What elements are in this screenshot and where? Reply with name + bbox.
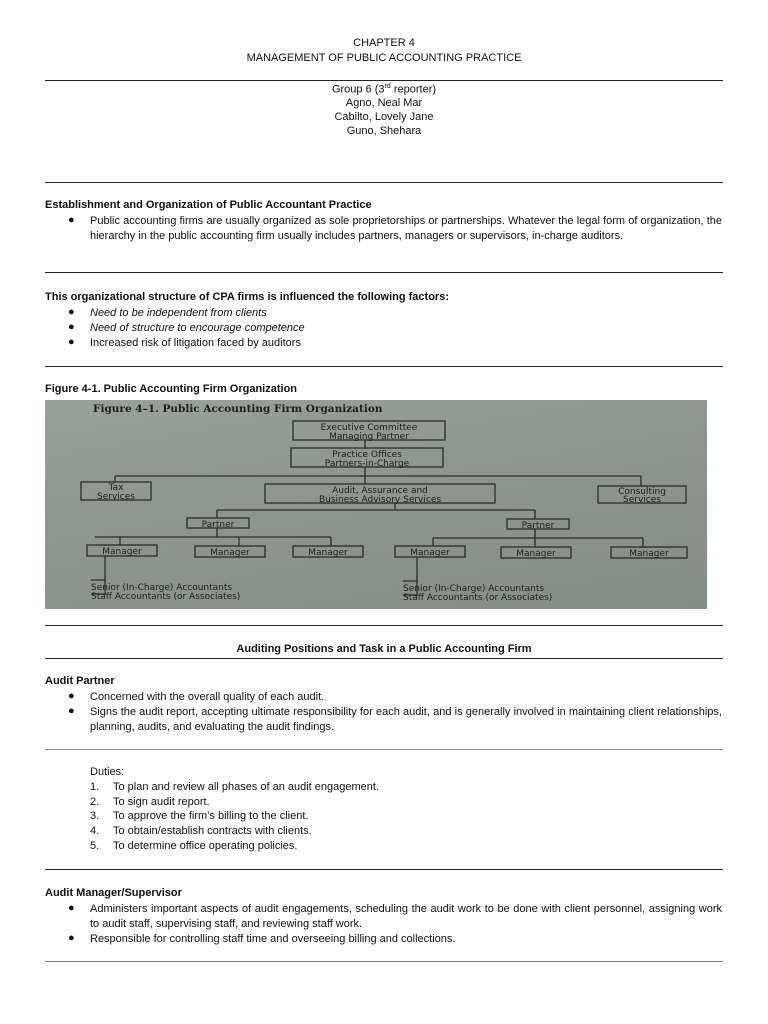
box-manager: Manager <box>308 548 348 558</box>
bullet-text: Concerned with the overall quality of each audit. <box>90 691 325 703</box>
divider <box>45 869 723 870</box>
box-audit-line1: Audit, Assurance and <box>332 486 428 496</box>
member-name: Agno, Neal Mar <box>345 97 423 109</box>
bullet-dot: ● <box>68 932 75 944</box>
box-exec-line1: Executive Committee <box>320 423 418 433</box>
box-manager: Manager <box>210 548 250 558</box>
duties-label: Duties: <box>90 766 125 778</box>
duty-item: To approve the firm’s billing to the client. <box>113 810 309 822</box>
box-exec-line2: Managing Partner <box>329 432 409 442</box>
divider <box>45 366 723 367</box>
duty-item: To determine office operating policies. <box>113 840 298 852</box>
label-senior: Senior (In-Charge) Accountants <box>91 583 233 593</box>
bullet-dot: ● <box>68 690 75 702</box>
duty-item: To obtain/establish contracts with clients. <box>113 825 312 837</box>
box-consulting-line2: Services <box>623 495 661 505</box>
box-manager: Manager <box>102 547 142 557</box>
figure-caption: Figure 4-1. Public Accounting Firm Organization <box>45 383 298 395</box>
box-tax-line1: Tax <box>108 483 124 493</box>
box-practice-line1: Practice Offices <box>332 450 402 460</box>
bullet-text: Responsible for controlling staff time and overseeing billing and collections. <box>90 933 456 945</box>
list-number: 5. <box>90 840 100 852</box>
box-consulting-line1: Consulting <box>618 487 666 497</box>
list-number: 1. <box>90 781 100 793</box>
bullet-dot: ● <box>68 902 75 914</box>
bullet-dot: ● <box>68 336 75 348</box>
divider <box>45 961 723 962</box>
section-heading-audit-partner: Audit Partner <box>45 675 115 687</box>
list-number: 3. <box>90 810 100 822</box>
duty-item: To sign audit report. <box>113 796 210 808</box>
chapter-title: MANAGEMENT OF PUBLIC ACCOUNTING PRACTICE <box>246 52 522 64</box>
divider <box>45 749 723 750</box>
member-name: Guno, Shehara <box>346 125 422 137</box>
box-audit-line2: Business Advisory Services <box>318 495 442 505</box>
group-label: Group 6 (3rd reporter) <box>331 83 437 96</box>
divider <box>45 80 723 81</box>
bullet-text: Public accounting firms are usually organized as sole proprietorships or partnerships. Whatever the legal form of organization, the hierarchy in the public accounting firm usually includes partners, managers or supervisors, in-charge auditors. <box>90 215 722 242</box>
duty-item: To plan and review all phases of an audit engagement. <box>113 781 380 793</box>
bullet-text: Need to be independent from clients <box>90 307 267 319</box>
label-staff: Staff Accountants (or Associates) <box>403 593 553 603</box>
bullet-dot: ● <box>68 306 75 318</box>
label-staff: Staff Accountants (or Associates) <box>91 592 241 602</box>
photo-title: Figure 4–1. Public Accounting Firm Organization <box>93 403 383 415</box>
bullet-dot: ● <box>68 321 75 333</box>
section-heading-establishment: Establishment and Organization of Public Accountant Practice <box>45 199 372 211</box>
bullet-dot: ● <box>68 705 75 717</box>
bullet-dot: ● <box>68 214 75 226</box>
section-heading-factors: This organizational structure of CPA firms is influenced the following factors: <box>45 291 449 303</box>
box-manager: Manager <box>410 548 450 558</box>
list-number: 2. <box>90 796 100 808</box>
chapter-label: CHAPTER 4 <box>353 37 415 49</box>
box-partner: Partner <box>201 520 235 530</box>
box-practice-line2: Partners-in-Charge <box>324 459 410 469</box>
box-tax-line2: Services <box>97 492 135 502</box>
list-number: 4. <box>90 825 100 837</box>
label-senior: Senior (In-Charge) Accountants <box>403 584 545 594</box>
member-name: Cabilto, Lovely Jane <box>334 111 434 123</box>
box-manager: Manager <box>629 549 669 559</box>
bullet-text: Signs the audit report, accepting ultimate responsibility for each audit, and is generally involved in maintaining client relationships, planning, audits, and evaluating the audit findings. <box>90 706 722 733</box>
section-heading-positions: Auditing Positions and Task in a Public Accounting Firm <box>236 643 532 655</box>
org-chart-photo <box>45 400 707 609</box>
section-heading-audit-manager: Audit Manager/Supervisor <box>45 887 182 899</box>
divider <box>45 625 723 626</box>
bullet-text: Increased risk of litigation faced by auditors <box>90 337 301 349</box>
box-manager: Manager <box>516 549 556 559</box>
bullet-text: Administers important aspects of audit engagements, scheduling the audit work to be done with client personnel, assigning work to audit staff, supervising staff, and reviewing staff work. <box>90 903 722 930</box>
box-partner: Partner <box>521 521 555 531</box>
divider <box>45 182 723 183</box>
divider <box>45 658 723 659</box>
bullet-text: Need of structure to encourage competence <box>90 322 305 334</box>
divider <box>45 272 723 273</box>
